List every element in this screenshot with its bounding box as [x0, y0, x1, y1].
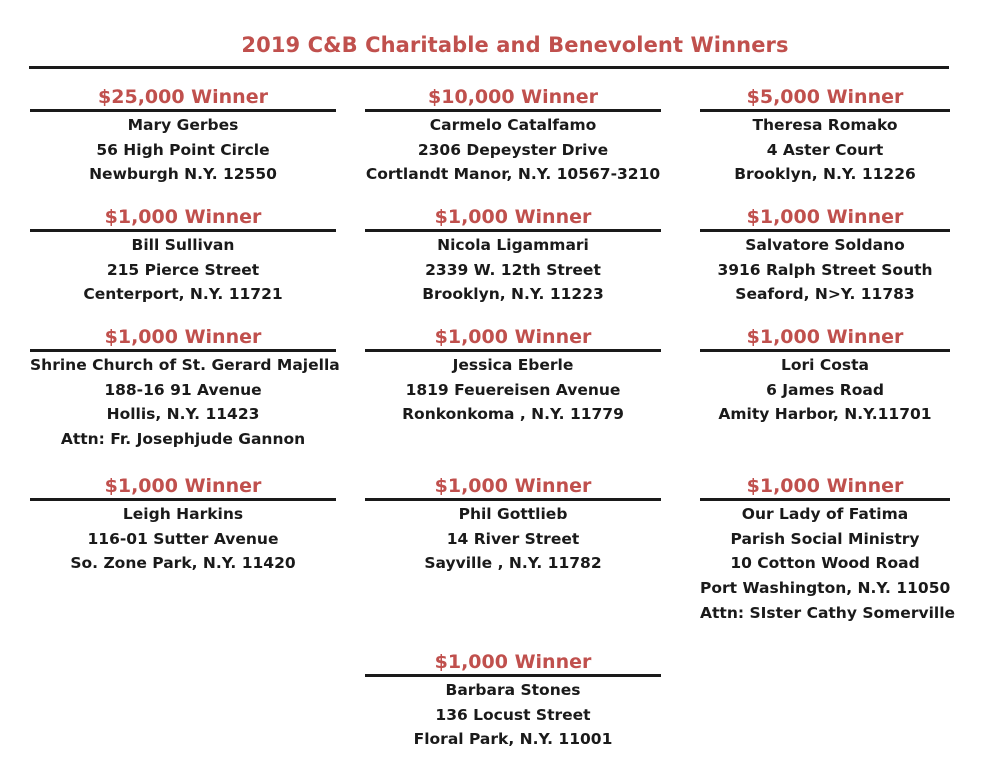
- winner-name: Our Lady of Fatima: [741, 505, 909, 523]
- prize-divider: [700, 498, 950, 501]
- winner-city: Sayville , N.Y. 11782: [424, 554, 602, 573]
- winner-block: [365, 205, 661, 307]
- winner-name: Shrine Church of St. Gerard Majella: [30, 356, 340, 374]
- prize-heading: $1,000 Winner: [746, 326, 904, 348]
- winner-name: Salvatore Soldano: [745, 236, 905, 254]
- prize-heading: $1,000 Winner: [434, 651, 592, 673]
- winner-name: Phil Gottlieb: [458, 505, 568, 523]
- winner-name: Bill Sullivan: [131, 236, 235, 254]
- winner-name: Carmelo Catalfamo: [429, 116, 597, 134]
- winner-street: 1819 Feuereisen Avenue: [405, 380, 621, 399]
- winner-street: 2306 Depeyster Drive: [417, 140, 609, 159]
- page-title: 2019 C&B Charitable and Benevolent Winners: [241, 33, 789, 57]
- prize-heading: $1,000 Winner: [434, 326, 592, 348]
- winner-city: Port Washington, N.Y. 11050: [700, 579, 951, 598]
- prize-divider: [30, 498, 336, 501]
- prize-divider: [365, 674, 661, 677]
- winner-attention: Attn: Fr. Josephjude Gannon: [60, 430, 306, 449]
- prize-divider: [365, 229, 661, 232]
- winner-block: [700, 325, 950, 427]
- winner-city: Brooklyn, N.Y. 11223: [422, 285, 604, 304]
- winner-name: Lori Costa: [781, 356, 869, 374]
- winner-city: Ronkonkoma , N.Y. 11779: [402, 405, 624, 424]
- winner-city: Brooklyn, N.Y. 11226: [734, 165, 916, 184]
- prize-divider: [365, 109, 661, 112]
- winner-street: 56 High Point Circle: [96, 140, 270, 159]
- title-divider: [29, 66, 949, 69]
- winner-street: 3916 Ralph Street South: [717, 260, 933, 279]
- winner-block: [30, 205, 336, 307]
- prize-divider: [365, 349, 661, 352]
- winner-city: So. Zone Park, N.Y. 11420: [70, 554, 296, 573]
- winner-name: Nicola Ligammari: [437, 236, 589, 254]
- winner-city: Newburgh N.Y. 12550: [89, 165, 277, 184]
- prize-divider: [700, 229, 950, 232]
- winner-name: Mary Gerbes: [127, 116, 239, 134]
- winner-street: 10 Cotton Wood Road: [730, 554, 920, 573]
- prize-heading: $1,000 Winner: [434, 206, 592, 228]
- prize-divider: [365, 498, 661, 501]
- winner-block: [365, 325, 661, 427]
- winner-block: [365, 650, 661, 752]
- prize-heading: $1,000 Winner: [104, 326, 262, 348]
- winner-attention: Attn: SIster Cathy Somerville: [700, 603, 956, 622]
- winner-block: [30, 474, 336, 576]
- prize-divider: [700, 349, 950, 352]
- winner-street: 136 Locust Street: [435, 705, 591, 724]
- winner-street: 14 River Street: [446, 529, 580, 548]
- winner-street: 4 Aster Court: [766, 140, 884, 159]
- prize-heading: $10,000 Winner: [428, 86, 598, 108]
- prize-divider: [30, 349, 336, 352]
- winner-block: [700, 474, 956, 626]
- winner-block: [30, 85, 336, 187]
- winner-street: 6 James Road: [766, 380, 884, 399]
- winner-city: Seaford, N>Y. 11783: [735, 285, 915, 304]
- winner-org-line: Parish Social Ministry: [730, 529, 920, 548]
- winner-city: Cortlandt Manor, N.Y. 10567-3210: [365, 165, 661, 184]
- winner-block: [30, 325, 340, 452]
- prize-heading: $25,000 Winner: [98, 86, 268, 108]
- winner-street: 116-01 Sutter Avenue: [87, 529, 279, 548]
- winner-block: [700, 85, 950, 187]
- winner-street: 2339 W. 12th Street: [425, 260, 601, 279]
- winner-city: Hollis, N.Y. 11423: [106, 405, 260, 424]
- winner-name: Leigh Harkins: [122, 505, 244, 523]
- winner-name: Jessica Eberle: [452, 356, 574, 374]
- winner-block: [365, 85, 661, 187]
- prize-divider: [700, 109, 950, 112]
- winner-name: Theresa Romako: [752, 116, 898, 134]
- prize-heading: $1,000 Winner: [746, 475, 904, 497]
- prize-heading: $1,000 Winner: [434, 475, 592, 497]
- prize-divider: [30, 109, 336, 112]
- prize-heading: $5,000 Winner: [746, 86, 904, 108]
- winner-block: [700, 205, 950, 307]
- prize-divider: [30, 229, 336, 232]
- winner-block: [365, 474, 661, 576]
- winner-name: Barbara Stones: [445, 681, 581, 699]
- prize-heading: $1,000 Winner: [746, 206, 904, 228]
- prize-heading: $1,000 Winner: [104, 475, 262, 497]
- winner-street: 215 Pierce Street: [106, 260, 260, 279]
- winner-city: Centerport, N.Y. 11721: [83, 285, 283, 304]
- winner-street: 188-16 91 Avenue: [104, 380, 262, 399]
- winner-city: Floral Park, N.Y. 11001: [413, 730, 613, 749]
- prize-heading: $1,000 Winner: [104, 206, 262, 228]
- winner-city: Amity Harbor, N.Y.11701: [718, 405, 932, 424]
